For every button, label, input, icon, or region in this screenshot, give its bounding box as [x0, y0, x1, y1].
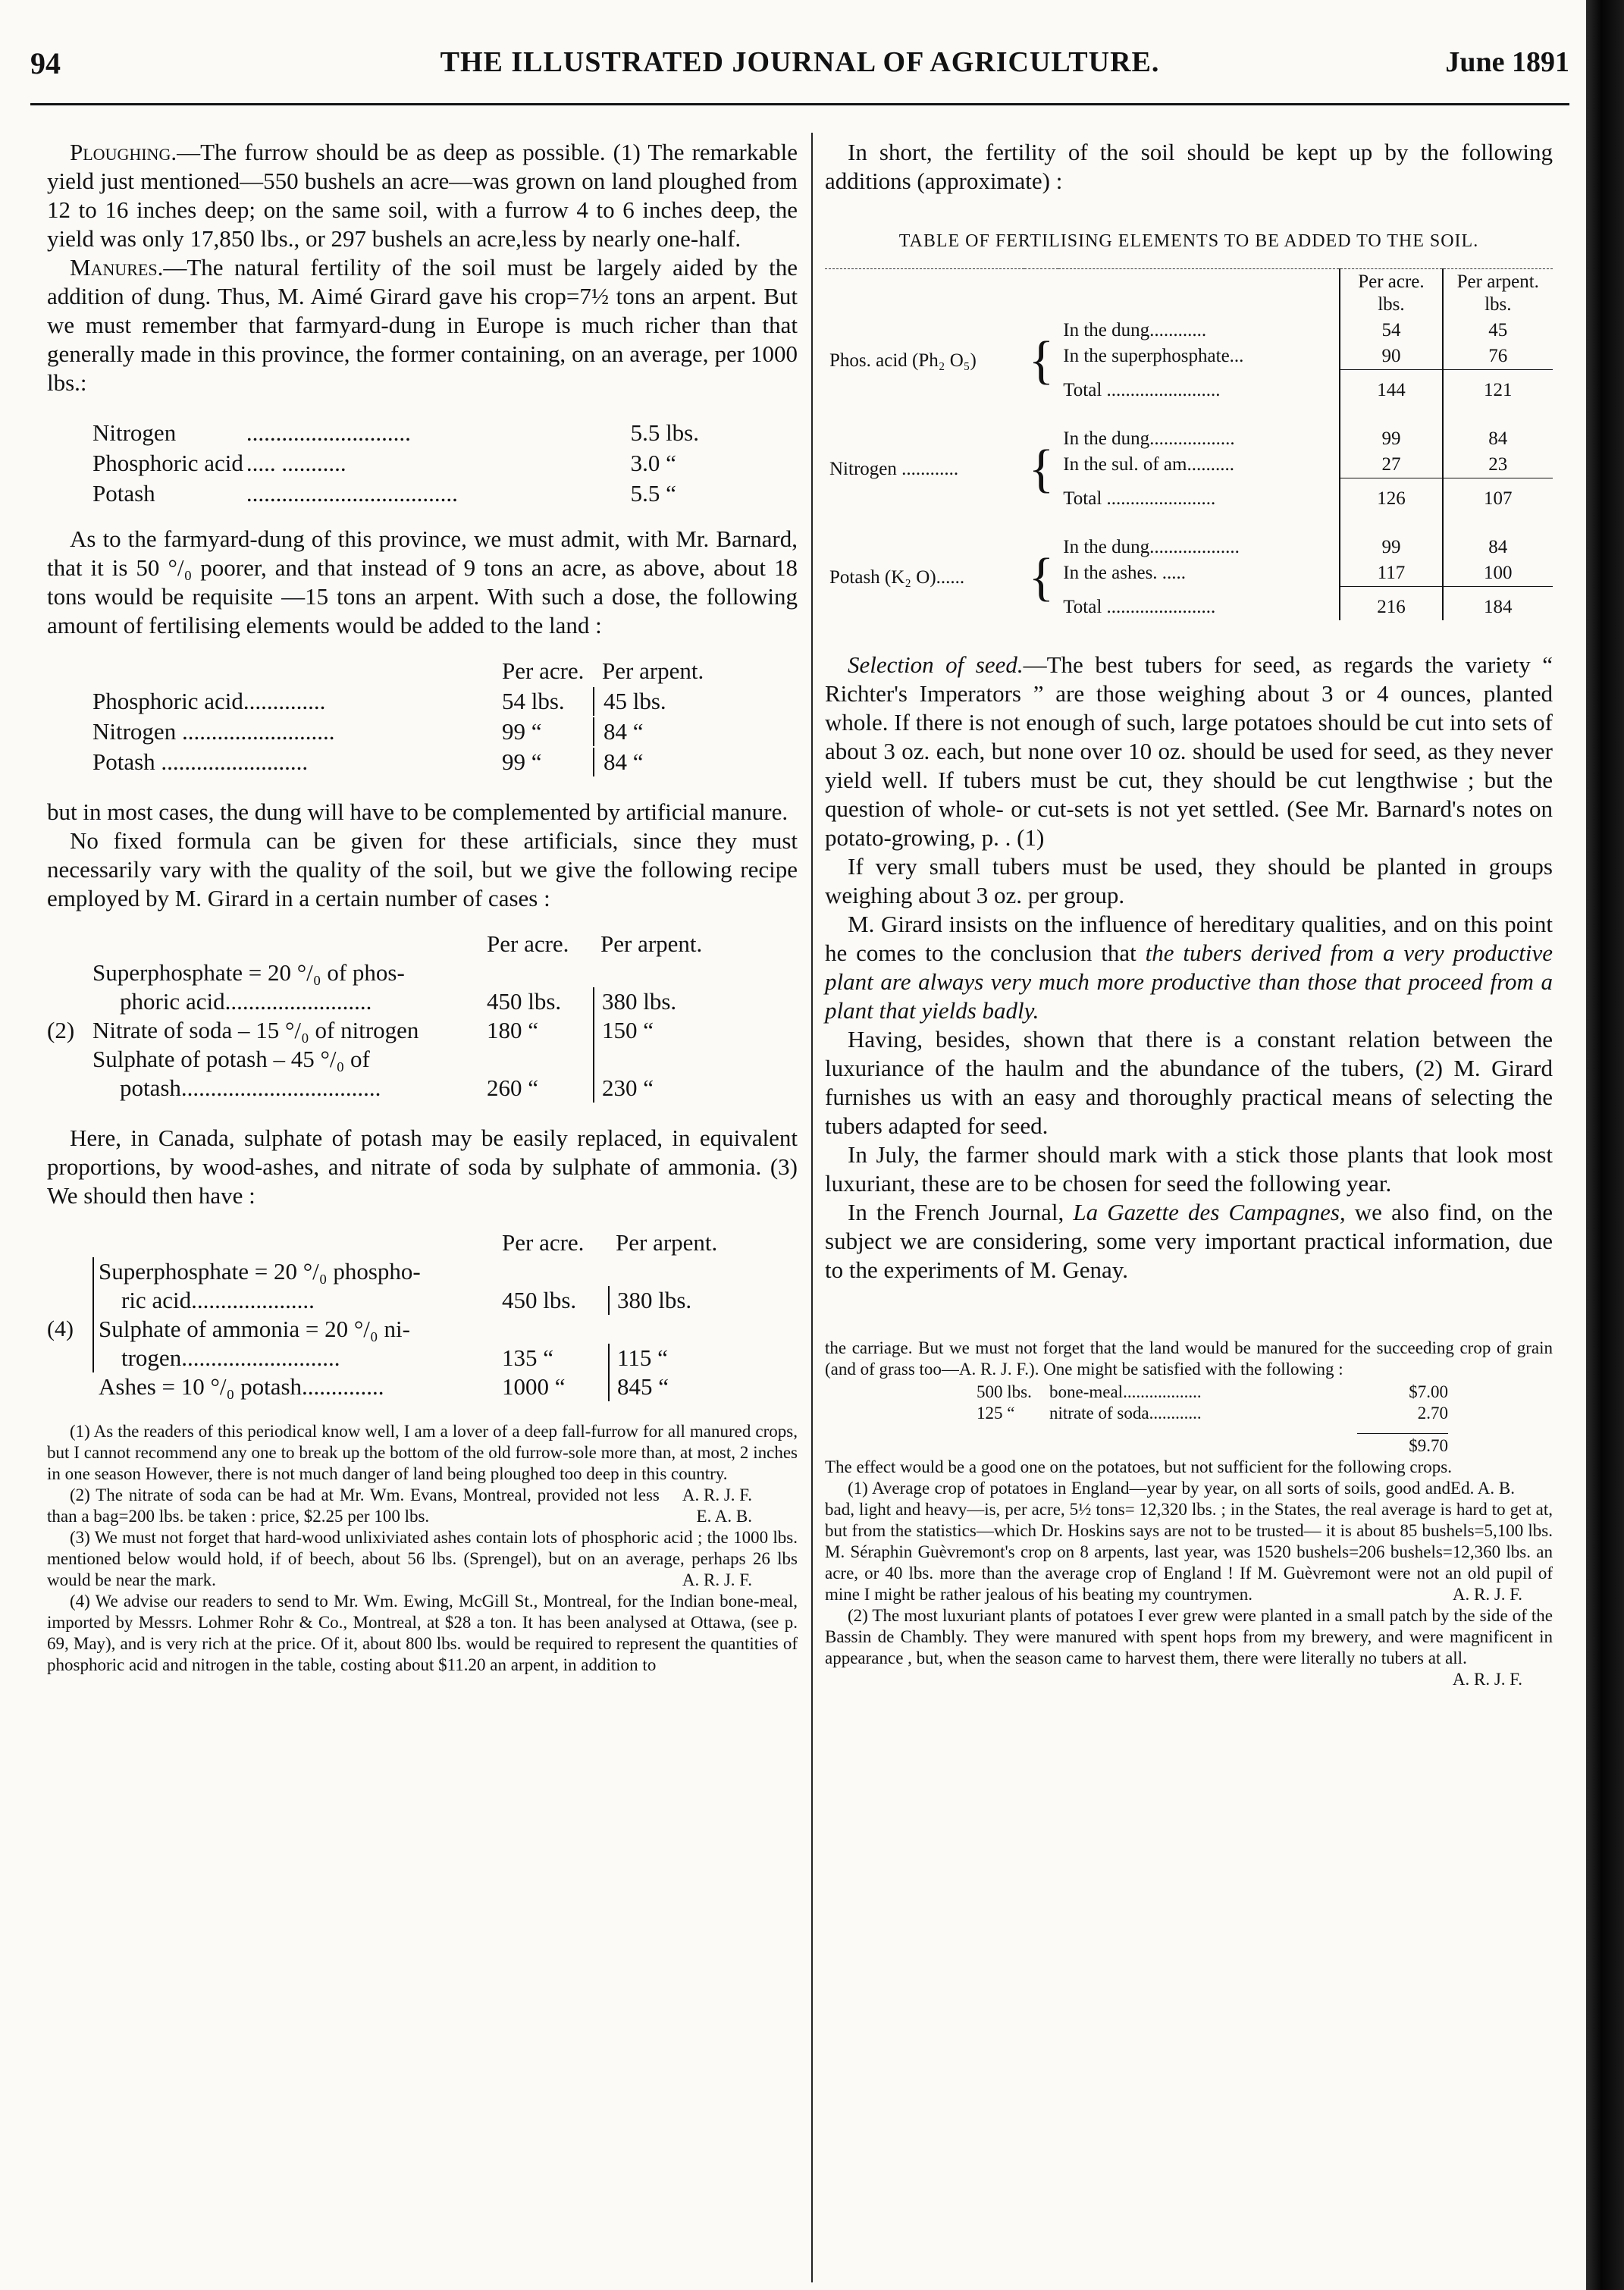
list-item-value: 5.5 lbs. [630, 419, 699, 446]
left-footnotes [47, 1421, 798, 1676]
footnote: (1) As the readers of this periodical know well, I am a lover of a deep fall-furrow for all manured crops, but I cannot recommend any one to break up the bottom of the old furrow-sole more than, at most, 2 inches in one season However, there is not much danger of land being ploughed too deep in this country. A. R. J. F. [47, 1422, 798, 1504]
selection-heading: Selection of seed. [848, 651, 1024, 678]
complement-paragraph: but in most cases, the dung will have to be complemented by artificial manure. [47, 798, 788, 825]
page-number: 94 [30, 46, 61, 80]
group-label: Phos. acid (Ph₂ O₅) [829, 350, 977, 371]
list-item-name: Phosphoric acid [92, 450, 243, 476]
list-item-name: Nitrogen [92, 419, 177, 446]
manures-heading: Manures. [70, 254, 164, 281]
ploughing-heading: Ploughing. [70, 139, 177, 165]
left-column [47, 138, 798, 1676]
dung-composition-list: Nitrogen ............................ 5.5 lbs. Phosphoric acid ..... ........... 3.0 “ Potash .................................... 5.5 “ [92, 419, 699, 507]
group-label: Nitrogen ............ [829, 458, 959, 479]
short-fertility-paragraph: In short, the fertility of the soil should be kept up by the following additions (approximate) : [825, 139, 1553, 194]
table-row-label: Nitrogen .......................... [92, 718, 335, 745]
list-item-value: 3.0 “ [630, 450, 676, 476]
column-divider [811, 133, 813, 2282]
selection-paragraph: Selection of seed.—The best tubers for seed, as regards the variety “ Richter's Imperators ” are those weighing about 3 or 4 ounces, planted whole. If there is not enough of such, large potatoes should be cut into sets of about 3 oz. each, but none over 10 oz. should be used for seed, as they never yield well. If tubers must be cut, they should be cut lengthwise ; but the question of whole- or cut-sets is not yet settled. (See Mr. Barnard's notes on potato-growing, p. . (1) [825, 651, 1553, 851]
footnote-continuation: the carriage. But we must not forget that the land would be manured for the succeeding crop of grain (and of grass too—A. R. J. F.). One might be satisfied with the following : [825, 1338, 1553, 1379]
july-paragraph: In July, the farmer should mark with a stick those plants that look most luxuriant, these are to be chosen for seed the following year. [825, 1141, 1553, 1197]
fertilising-elements-table: Per acre. lbs. Per arpent. lbs. Phos. acid (Ph₂ O₅) { In the dung............ 54 45 In the superphosphate... 90 76 Total ........................ 144 121 Nitrogen ............ { In the dung.................. 99 84 In the sul. of am.......... 27 23 Total ....................... 126 107 Potash (K₂ O)...... { In the dung................... 99 84 In the ashes. ..... 117 100 Total ....................... 216 184 [825, 268, 1553, 620]
cost-total: $9.70 [1357, 1433, 1448, 1457]
table-row-label: Phosphoric acid.............. [92, 688, 326, 714]
header-rule [30, 103, 1569, 105]
footnote: (3) We must not forget that hard-wood unlixiviated ashes contain lots of phosphoric acid ; the 1000 lbs. mentioned below would hold, if of beech, about 56 lbs. (Sprengel), but on an average, perhaps 26 lbs would be near the mark. A. R. J. F. [47, 1528, 798, 1589]
group-label: Potash (K₂ O)...... [829, 566, 965, 588]
right-column [825, 138, 1553, 1690]
right-footnotes [825, 1338, 1553, 1689]
ploughing-paragraph: Ploughing.—The furrow should be as deep as possible. (1) The remarkable yield just mentioned—550 bushels an acre—was grown on land ploughed from 12 to 16 inches deep; on the same soil, with a furrow 4 to 6 inches deep, the yield was only 17,850 lbs., or 297 bushels an acre,less by nearly one-half. [47, 139, 798, 252]
table-row-label: Potash ......................... [92, 748, 309, 775]
page-header [30, 45, 1569, 83]
gazette-paragraph: In the French Journal, La Gazette des Campagnes, we also find, on the subject we are considering, some very important practical information, due to the experiments of M. Genay. [825, 1199, 1553, 1283]
manures-paragraph: Manures.—The natural fertility of the soil must be largely aided by the addition of dung. Thus, M. Aimé Girard gave his crop=7½ tons an arpent. But we must remember that farmyard-dung in Europe is much richer than that generally made in this province, the former containing, on an average, per 1000 lbs.: [47, 254, 798, 396]
dung-elements-table: Per acre. Per arpent. Phosphoric acid.............. 54 lbs. 45 lbs. Nitrogen .......................... 99 “ 84 “ Potash ......................... 99 “ 84 “ [92, 657, 798, 776]
list-item-value: 5.5 “ [630, 480, 676, 507]
footnote-continuation-2: The effect would be a good one on the potatoes, but not sufficient for the following crops. Ed. A. B. [825, 1457, 1515, 1498]
footnote: (1) Average crop of potatoes in England—year by year, on all sorts of soils, good and bad, light and heavy—is, per acre, 5½ tons= 12,320 lbs. ; in the States, the real average is hard to get at, but from the statistics—which Dr. Hoskins says are not to be trusted— it is about 85 bushels=5,100 lbs. M. Séraphin Guèvremont's crop on 8 arpents, last year, was 1520 bushels=206 bushels=12,360 lbs. an acre, or 40 lbs. more than the average crop of England ! If M. Guèvremont were not an old pupil of mine I might be rather jealous of his beating my countrymen. A. R. J. F. [825, 1479, 1553, 1604]
cost-table: 500 lbs. bone-meal.................. $7.00 125 “ nitrate of soda............ 2.70 $9.70 [977, 1382, 1448, 1455]
footnote: (2) The nitrate of soda can be had at Mr. Wm. Evans, Montreal, provided not less than a bag=200 lbs. be taken : price, $2.25 per 100 lbs. E. A. B. [47, 1485, 752, 1526]
formula-paragraph: No fixed formula can be given for these artificials, since they must necessarily vary with the quality of the soil, but we give the following recipe employed by M. Girard in a certain number of cases : [47, 827, 798, 911]
haulm-paragraph: Having, besides, shown that there is a constant relation between the luxuriance of the haulm and the abundance of the tubers, (2) M. Girard furnishes us with an easy and thoroughly practical means of selecting the tubers adapted for seed. [825, 1026, 1553, 1139]
hereditary-paragraph: M. Girard insists on the influence of hereditary qualities, and on this point he comes to the conclusion that the tubers derived from a very productive plant are always very much more productive than those that proceed from a plant that yields badly. [825, 911, 1553, 1024]
barnard-paragraph: As to the farmyard-dung of this province, we must admit, with Mr. Barnard, that it is 50 °/₀ poorer, and that instead of 9 tons an acre, as above, about 18 tons would be requisite —15 tons an arpent. With such a dose, the following amount of fertilising elements would be added to the land : [47, 525, 798, 638]
scan-edge [1586, 0, 1624, 2290]
footnote: (2) The most luxuriant plants of potatoes I ever grew were planted in a small patch by the side of the Bassin de Chambly. They were manured with spent hops from my brewery, and were magnificent in appearance , but, when the season came to harvest them, there were literally no tubers at all. A. R. J. F. [825, 1606, 1553, 1689]
issue-date: June 1891 [1445, 46, 1569, 78]
footnote: (4) We advise our readers to send to Mr. Wm. Ewing, McGill St., Montreal, for the Indian bone-meal, imported by Messrs. Lohmer Rohr & Co., Montreal, at $28 a ton. It has been analysed at Ottawa, (see p. 69, May), and is very rich at the price. Of it, about 800 lbs. would be required to represent the quantities of phosphoric acid and nitrogen in the table, costing about $11.20 an arpent, in addition to [47, 1592, 798, 1674]
list-item-name: Potash [92, 480, 155, 507]
small-tubers-paragraph: If very small tubers must be used, they should be planted in groups weighing about 3 oz. per group. [825, 853, 1553, 908]
canada-recipe-table: Per acre. Per arpent. (4) Superphosphate = 20 °/₀ phospho- ric acid..................... 450 lbs. 380 lbs. Sulphate of ammonia = 20 °/₀ ni- trogen........................... 135 “ 115 “ Ashes = 10 °/₀ potash.............. 1000 “ 845 “ [47, 1228, 798, 1401]
fertilising-table-title: TABLE OF FERTILISING ELEMENTS TO BE ADDED TO THE SOIL. [898, 231, 1479, 251]
canada-paragraph: Here, in Canada, sulphate of potash may be easily replaced, in equivalent proportions, by wood-ashes, and nitrate of soda by sulphate of ammonia. (3) We should then have : [47, 1125, 798, 1209]
journal-title: THE ILLUSTRATED JOURNAL OF AGRICULTURE. [440, 46, 1160, 78]
girard-recipe-table: Per acre. Per arpent. Superphosphate = 20 °/₀ of phos- phoric acid......................... 450 lbs. 380 lbs. (2) Nitrate of soda – 15 °/₀ of nitrogen 180 “ 150 “ Sulphate of potash – 45 °/₀ of potash.................................. 260 “ 230 “ [47, 930, 798, 1103]
